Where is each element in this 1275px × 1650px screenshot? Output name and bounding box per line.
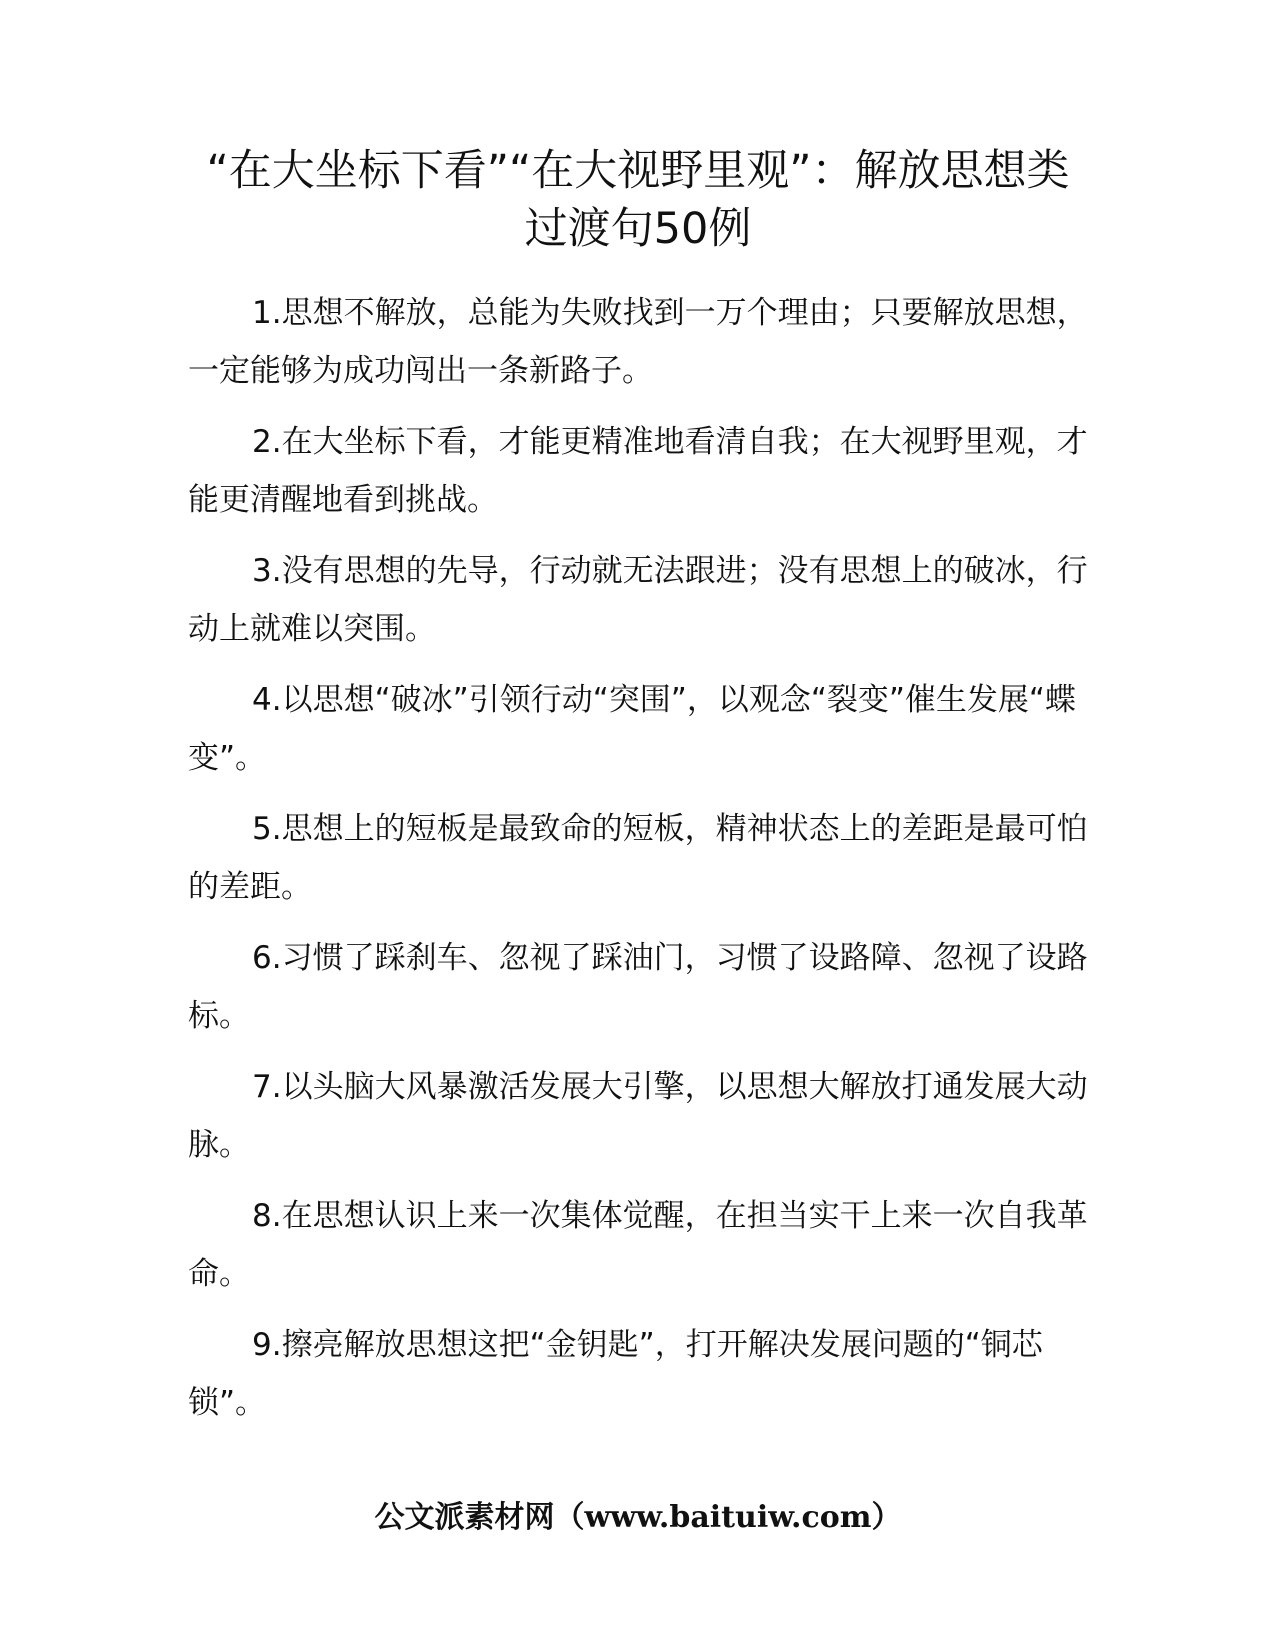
document-title: “在大坐标下看”“在大视野里观”：解放思想类过渡句50例 — [206, 146, 1070, 254]
paragraph-8: 8.在思想认识上来一次集体觉醒，在担当实干上来一次自我革命。 — [188, 1198, 1088, 1292]
paragraph-4: 4.以思想“破冰”引领行动“突围”，以观念“裂变”催生发展“蝶变”。 — [188, 682, 1076, 776]
paragraph-5: 5.思想上的短板是最致命的短板，精神状态上的差距是最可怕的差距。 — [188, 811, 1088, 905]
paragraph-3: 3.没有思想的先导，行动就无法跟进；没有思想上的破冰，行动上就难以突围。 — [188, 553, 1088, 647]
page-footer: 公文派素材网（www.baituiw.com） — [374, 1500, 902, 1535]
paragraph-7: 7.以头脑大风暴激活发展大引擎，以思想大解放打通发展大动脉。 — [188, 1069, 1088, 1163]
paragraph-6: 6.习惯了踩刹车、忽视了踩油门，习惯了设路障、忽视了设路标。 — [188, 940, 1088, 1034]
paragraph-1: 1.思想不解放，总能为失败找到一万个理由；只要解放思想，一定能够为成功闯出一条新路子。 — [188, 295, 1088, 389]
paragraph-2: 2.在大坐标下看，才能更精准地看清自我；在大视野里观，才能更清醒地看到挑战。 — [188, 424, 1088, 518]
paragraph-9: 9.擦亮解放思想这把“金钥匙”，打开解决发展问题的“铜芯锁”。 — [188, 1327, 1043, 1421]
document-body — [188, 284, 1088, 1445]
